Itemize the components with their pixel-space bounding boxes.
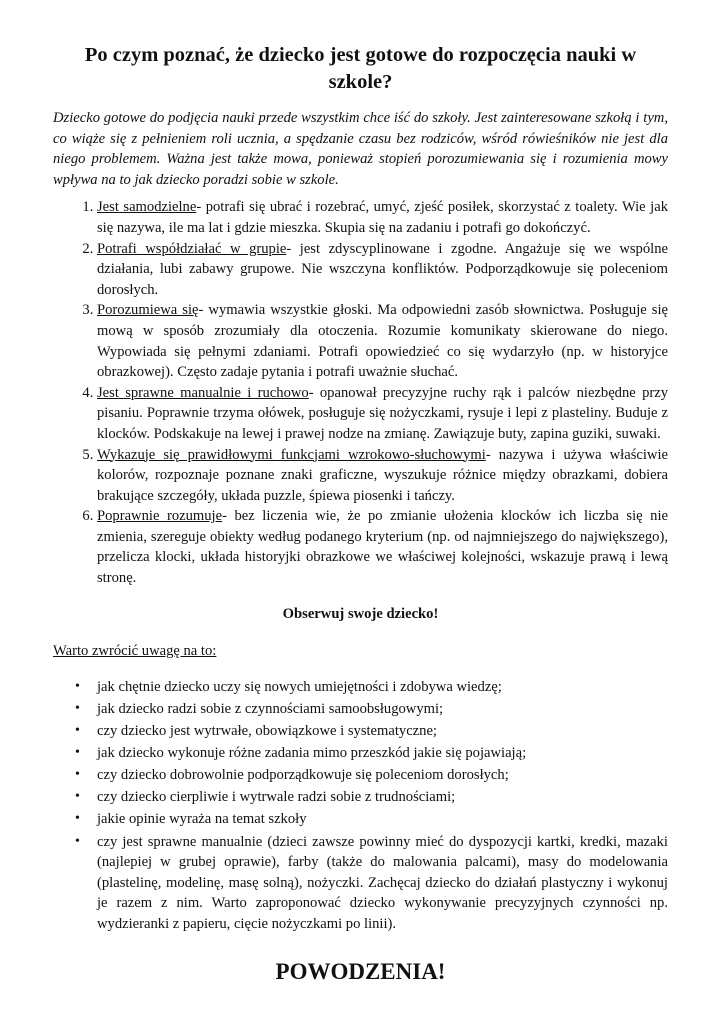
intro-paragraph: Dziecko gotowe do podjęcia nauki przede wszystkim chce iść do szkoły. Jest zainteresowane szkołą i tym, co wiąże się z pełnieniem roli ucznia, a spędzanie czasu bez rodziców, wśród rówieśników nie jest dla niego problemem. Ważna jest także mowa, ponieważ stopień porozumiewania się i rozumienia mowy wpływa na to jak dziecko poradzi sobie w szkole. [53, 110, 668, 188]
bullet-item: • jak chętnie dziecko uczy się nowych umiejętności i zdobywa wiedzę; [97, 677, 668, 698]
attention-list [53, 677, 668, 935]
item-heading: Potrafi współdziałać w grupie [97, 240, 287, 257]
closing-heading: POWODZENIA! [275, 959, 446, 985]
bullet-item: • czy dziecko jest wytrwałe, obowiązkowe i systematyczne; [97, 721, 668, 742]
item-heading: Jest sprawne manualnie i ruchowo [97, 384, 309, 401]
attention-label: Warto zwrócić uwagę na to: [53, 643, 217, 660]
list-item [97, 197, 668, 238]
list-item [97, 445, 668, 507]
item-text: - nazywa i używa właściwie kolorów, rozpoznaje poznane znaki graficzne, wyszukuje różnice między obrazkami, dobiera brakujące szczegóły, układa puzzle, śpiewa piosenki i tańczy. [97, 446, 668, 504]
item-text: - opanował precyzyjne ruchy rąk i palców niezbędne przy pisaniu. Poprawnie trzyma ołówek, posługuje się nożyczkami, rysuje i lepi z plasteliny. Buduje z klocków. Podskakuje na lewej i prawej nodze na zmianę. Zawiązuje buty, zapina guziki, suwaki. [97, 384, 669, 442]
item-heading: Jest samodzielne [97, 199, 197, 216]
item-text: - bez liczenia wie, że po zmianie ułożenia klocków ich liczba się nie zmienia, szereguje obiekty według podanego kryterium (np. od najmniejszego do największego), przelicza klocki, układa historyjki obrazkowe we właściwej kolejności, wskazuje prawą i lewą stronę. [97, 508, 668, 587]
bullet-item: • jak dziecko radzi sobie z czynnościami samoobsługowymi; [97, 699, 668, 720]
item-heading: Porozumiewa się [97, 302, 199, 319]
bullet-item: • czy jest sprawne manualnie (dzieci zawsze powinny mieć do dyspozycji kartki, kredki, mazaki (najlepiej w grubej oprawie), farby (także do malowania palcami), masy do modelowania (plastelinę, modelinę, masę solną), nożyczki. Zachęcaj dziecko do działań plastyczny i wykonuj je razem z nim. Warto zaproponować dziecko wykonywanie precyzyjnych czynności np. wydzieranki z papieru, cięcie nożyczkami po linii). [97, 832, 668, 935]
readiness-list [53, 197, 668, 588]
item-text: - jest zdyscyplinowane i zgodne. Angażuje się we wspólne działania, lubi zabawy grupowe. Nie wszczyna konfliktów. Podporządkowuje się poleceniom dorosłych. [97, 240, 668, 298]
item-text: - wymawia wszystkie głoski. Ma odpowiedni zasób słownictwa. Posługuje się mową w sposób zrozumiały dla otoczenia. Rozumie komunikaty skierowane do niego. Wypowiada się pełnymi zdaniami. Potrafi opowiedzieć co się wydarzyło (np. w historyjce obrazkowej). Często zadaje pytania i potrafi uważnie słuchać. [97, 302, 668, 381]
item-heading: Wykazuje się prawidłowymi funkcjami wzrokowo-słuchowymi [97, 446, 486, 463]
list-item [97, 300, 668, 382]
bullet-item: • jakie opinie wyraża na temat szkoły [97, 809, 668, 830]
bullet-item: • czy dziecko cierpliwie i wytrwale radzi sobie z trudnościami; [97, 787, 668, 808]
page-title: Po czym poznać, że dziecko jest gotowe do rozpoczęcia nauki w szkole? [84, 44, 637, 93]
bullet-item: • czy dziecko dobrowolnie podporządkowuje się poleceniom dorosłych; [97, 765, 668, 786]
list-item [97, 239, 668, 301]
observe-heading: Obserwuj swoje dziecko! [282, 605, 439, 622]
list-item [97, 383, 668, 445]
list-item [97, 506, 668, 588]
item-text: - potrafi się ubrać i rozebrać, umyć, zjeść posiłek, skorzystać z toalety. Wie jak się nazywa, ile ma lat i gdzie mieszka. Skupia się na zadaniu i potrafi go dokończyć. [97, 199, 668, 236]
bullet-item: • jak dziecko wykonuje różne zadania mimo przeszkód jakie się pojawiają; [97, 743, 668, 764]
item-heading: Poprawnie rozumuje [97, 508, 223, 525]
